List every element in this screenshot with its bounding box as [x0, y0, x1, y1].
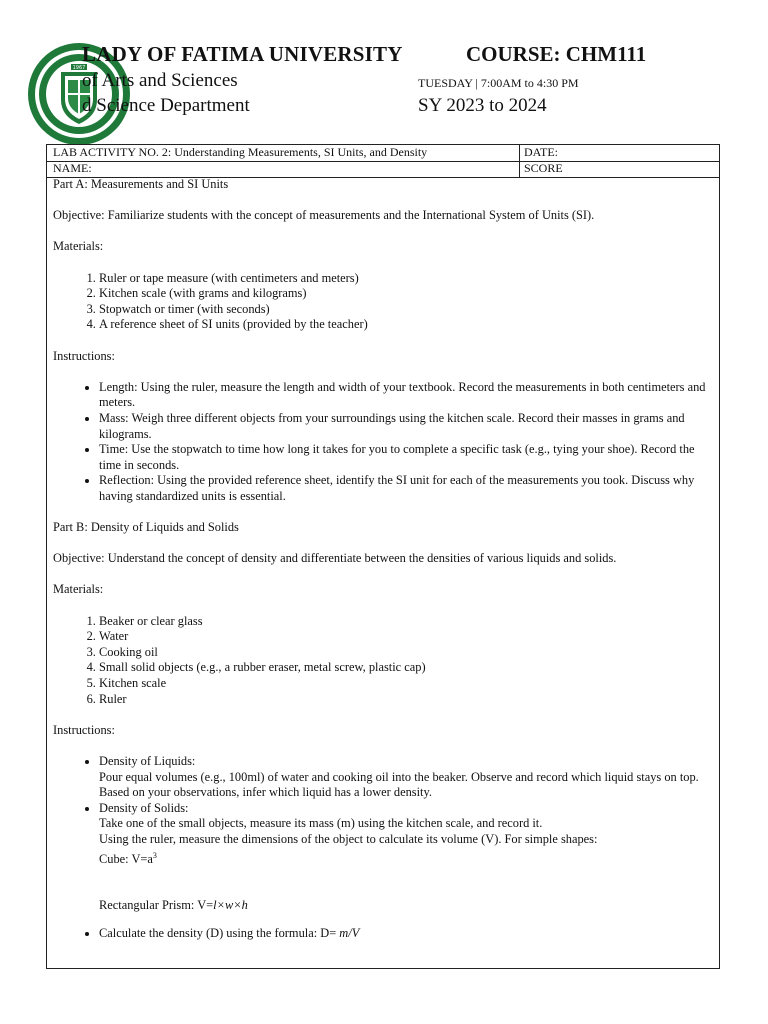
- score-field[interactable]: SCORE: [519, 161, 563, 177]
- list-item: 2. Water: [99, 629, 709, 645]
- liquids-step-2: Based on your observations, infer which liquid has a lower density.: [99, 785, 432, 800]
- part-b-instructions-list: [53, 754, 709, 941]
- solids-step-2: Using the ruler, measure the dimensions of the object to calculate its volume (V). For simple shapes:: [99, 831, 598, 846]
- cube-formula: Cube: $V=a^3$: [99, 850, 157, 866]
- college-name: of Arts and Sciences: [82, 70, 238, 91]
- department-name: d Science Department: [82, 95, 250, 116]
- density-formula: m/V: [339, 925, 360, 940]
- solids-step-1: Take one of the small objects, measure its mass (m) using the kitchen scale, and record it.: [99, 816, 543, 831]
- class-schedule: TUESDAY | 7:00AM to 4:30 PM: [418, 76, 579, 90]
- part-b-materials-label: Materials:: [53, 582, 104, 597]
- part-a-title: Part A: Measurements and SI Units: [53, 177, 229, 191]
- course-code: COURSE: CHM111: [466, 42, 647, 66]
- list-item: • Mass: Weigh three different objects from your surroundings using the kitchen scale. Record their masses in grams and kilograms.: [99, 411, 709, 442]
- part-a-instructions-list: [53, 380, 709, 505]
- list-item: 2. Kitchen scale (with grams and kilograms): [99, 286, 709, 302]
- density-instruction: Calculate the density (D) using the formula: D=: [99, 925, 340, 940]
- list-item: 3. Cooking oil: [99, 645, 709, 661]
- list-item: • Time: Use the stopwatch to time how long it takes for you to complete a specific task (e.g., tying your shoe). Record the time in seconds.: [99, 442, 709, 473]
- table-row: [47, 145, 719, 162]
- school-year: SY 2023 to 2024: [418, 95, 547, 116]
- part-b-materials-list: [53, 614, 709, 708]
- list-item: [99, 926, 709, 942]
- activity-content: [53, 177, 709, 957]
- part-a-materials-list: [53, 271, 709, 333]
- list-item: 1. Beaker or clear glass: [99, 614, 709, 630]
- list-item: • Length: Using the ruler, measure the length and width of your textbook. Record the measurements in both centimeters and meters.: [99, 380, 709, 411]
- table-row: [47, 161, 719, 178]
- list-item: 1. Ruler or tape measure (with centimeters and meters): [99, 271, 709, 287]
- list-item: 5. Kitchen scale: [99, 676, 709, 692]
- list-item: 4. A reference sheet of SI units (provided by the teacher): [99, 317, 709, 333]
- list-item: [99, 754, 709, 801]
- liquids-step-1: Pour equal volumes (e.g., 100ml) of water and cooking oil into the beaker. Observe and record which liquid stays on top.: [99, 769, 699, 784]
- part-a-instructions-label: Instructions:: [53, 348, 115, 363]
- part-b-instructions-label: Instructions:: [53, 722, 115, 737]
- part-b-title: Part B: Density of Liquids and Solids: [53, 520, 239, 535]
- activity-title: LAB ACTIVITY NO. 2: Understanding Measurements, SI Units, and Density: [53, 145, 428, 159]
- list-item: • Reflection: Using the provided reference sheet, identify the SI unit for each of the measurements you took. Discuss why having standardized units is essential.: [99, 473, 709, 504]
- solids-title: • Density of Solids:: [99, 800, 189, 815]
- list-item: [99, 801, 709, 926]
- university-name: LADY OF FATIMA UNIVERSITY: [82, 42, 403, 66]
- prism-formula: Rectangular Prism: V=l×w×h: [99, 898, 248, 913]
- liquids-title: • Density of Liquids:: [99, 753, 196, 768]
- part-b-objective: Objective: Understand the concept of density and differentiate between the densities of various liquids and solids.: [53, 551, 617, 566]
- activity-sheet: [46, 144, 720, 969]
- part-a-objective: Objective: Familiarize students with the concept of measurements and the International System of Units (SI).: [53, 208, 595, 223]
- name-field[interactable]: NAME:: [53, 161, 92, 175]
- date-field[interactable]: DATE:: [519, 145, 558, 161]
- logo-year: 1967: [72, 65, 86, 71]
- list-item: 3. Stopwatch or timer (with seconds): [99, 302, 709, 318]
- list-item: 4. Small solid objects (e.g., a rubber eraser, metal screw, plastic cap): [99, 660, 709, 676]
- part-a-materials-label: Materials:: [53, 239, 104, 254]
- list-item: 6. Ruler: [99, 692, 709, 708]
